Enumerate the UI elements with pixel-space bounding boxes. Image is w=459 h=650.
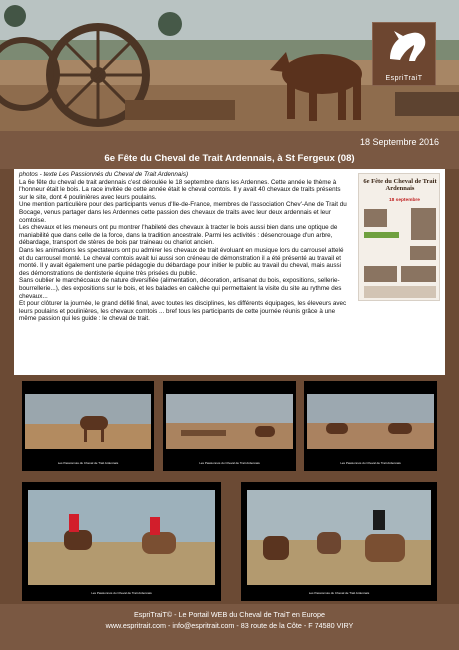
photo-caption: Les Passionnés du Cheval de Trait Ardennais <box>91 591 152 595</box>
poster-photo <box>411 208 436 240</box>
poster-theme-box <box>364 232 399 238</box>
article-paragraph: Dans les animations les spectateurs ont pu admirer les chevaux de trait évoluant en musique lors du carrousel attelé et du carrousel monté. Le cheval comtois avait lui aussi son créneau de démonstration il a été présenté au travail et monté. Il y avait également une partie pédagogie du débardage pour initier le public au travail du cheval, mais aussi des démonstrations de dentisterie équine très prisées du public. <box>19 246 344 277</box>
poster-info-box <box>364 286 436 298</box>
article-paragraph: Sans oublier le marchécoaux de nature diversifiée (alimentation, décoration, artisanat du bois, expositions, sellerie-bourrellerie...), des expositions sur le bois, et les balades en calèche qui permettaient la visite du site au rythme des chevaux... <box>19 277 342 300</box>
poster-photo <box>364 266 397 282</box>
poster-photo <box>410 246 436 260</box>
poster-title: 6e Fête du Cheval de Trait Ardennais <box>363 178 437 192</box>
hero-photo <box>0 0 459 131</box>
gallery-photo-illustration <box>22 381 154 471</box>
espritrait-logo[interactable] <box>372 22 436 86</box>
gallery-photo-illustration <box>241 482 437 601</box>
logo-text: EspriTraiT <box>385 75 423 82</box>
article-paragraph: Une mention particulière pour des participants venus d'Ile-de-France, membres de l'association Chev'-Ane de Trait du Bocage, venus partager dans les Ardennes cette passion des chevaux de traits avec leur deux ardennais et leur comtoise. <box>19 201 347 224</box>
poster-photo <box>364 209 387 227</box>
gallery-photo-illustration <box>163 381 296 471</box>
event-date: 18 Septembre 2016 <box>359 137 439 147</box>
photo-caption: Les Passionnés du Cheval de Trait Ardennais <box>57 461 119 465</box>
photo-caption: Les Passionnés du Cheval de Trait Ardennais <box>199 461 260 465</box>
footer-band <box>0 604 459 650</box>
article-text <box>19 171 349 323</box>
footer-line-1: EspriTraiT© - Le Portail WEB du Cheval de TraiT en Europe <box>133 610 326 619</box>
title-band <box>0 131 459 169</box>
gallery-photo-illustration <box>22 482 221 601</box>
horse-logo-icon <box>373 23 437 73</box>
event-poster <box>358 173 440 301</box>
poster-photo <box>401 266 436 282</box>
gallery-photo[interactable] <box>22 381 154 471</box>
article-card <box>14 169 445 375</box>
gallery-photo[interactable] <box>22 482 221 601</box>
footer-line-2: www.espritrait.com - info@espritrait.com - 83 route de la Côte - F 74580 VIRY <box>105 621 354 630</box>
article-paragraph: La 6e fête du cheval de trait ardennais c'est déroulée le 18 septembre dans les Ardennes. Cette année le thème à l'honneur était le bois. La race invitée de cette année était le cheval comtois. Il y avait 40 chevaux de traits présents sur le site, dont 4 poulinières avec leurs poulains. <box>19 178 341 201</box>
gallery-photo[interactable] <box>163 381 296 471</box>
article-paragraph: Et pour clôturer la journée, le grand défilé final, avec toutes les disciplines, les différents équipages, les éleveurs avec leurs poulains et poulinières, les chevaux comtois ... bref tous les participants de cette journée réunis grâce à une même passion qui les guide : le cheval de trait. <box>19 300 347 323</box>
gallery-photo[interactable] <box>304 381 437 471</box>
gallery-photo-illustration <box>304 381 437 471</box>
photo-caption: Les Passionnés du Cheval de Trait Ardennais <box>308 591 370 595</box>
article-paragraph: Les chevaux et les meneurs ont pu montrer l'habileté des chevaux à tracter le bois aussi bien dans une optique de maniabilité que dans celle de la force, dans la tradition ancestrale. Parmi les activités : désencrouage d'un arbre, débardage, transport de stères de bois par traineau ou chariot ancien. <box>19 224 338 247</box>
page-title: 6e Fête du Cheval de Trait Ardennais, à St Fergeux (08) <box>104 153 355 164</box>
photo-credit: photos - texte Les Passionnés du Cheval de Trait Ardennais) <box>19 171 189 178</box>
photo-caption: Les Passionnés du Cheval de Trait Ardennais <box>340 461 401 465</box>
gallery-photo[interactable] <box>241 482 437 601</box>
poster-date: 18 septembre <box>389 198 420 203</box>
